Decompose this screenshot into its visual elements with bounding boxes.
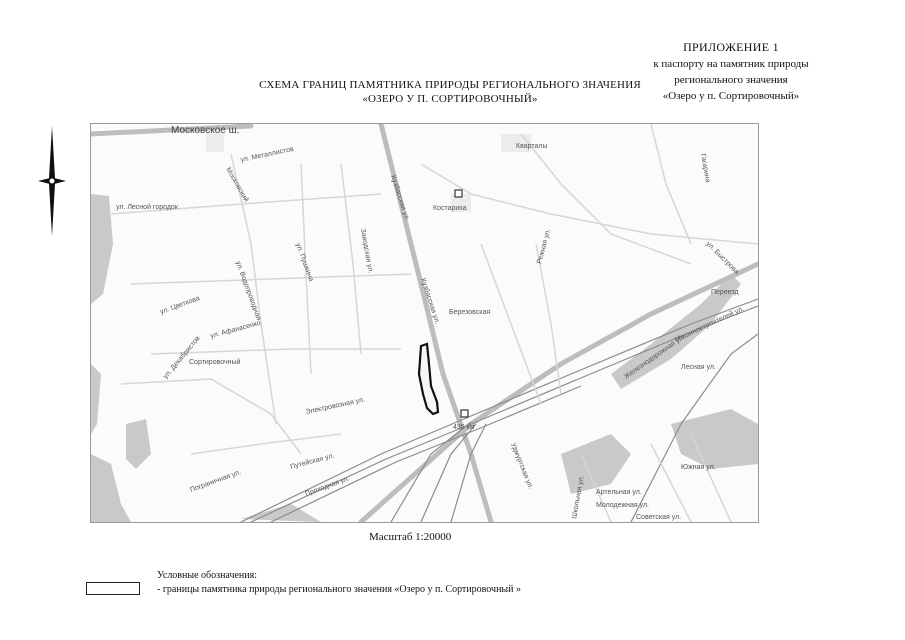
label-shkolnaya: Школьная ул. <box>571 474 586 520</box>
station-435km-icon <box>461 410 468 417</box>
station-kostarikha-icon <box>455 190 462 197</box>
map-major-roads <box>91 124 758 522</box>
legend-boundary-swatch <box>86 582 140 595</box>
label-mashinostroiteley: Машиностроителей ул. <box>673 305 746 344</box>
label-sortirovochny: Сортировочный <box>189 359 241 366</box>
appendix-line-2: регионального значения <box>674 74 788 86</box>
map-area <box>90 123 759 523</box>
map-svg <box>91 124 758 522</box>
appendix-line-3: «Озеро у п. Сортировочный» <box>662 90 800 102</box>
label-artelnaya: Артельная ул. <box>596 489 642 496</box>
label-udmurtskaya: Удмуртская ул. <box>509 442 534 491</box>
label-tsvetkova: ул. Цветкова <box>159 295 201 316</box>
label-berezovka: Березовская <box>449 309 491 316</box>
label-moskovskoe: Московское ш. <box>171 125 240 136</box>
label-rezhnaya: Режная ул. <box>536 228 553 265</box>
scheme-title <box>230 78 670 106</box>
label-moskovskiy: Московский <box>224 166 250 204</box>
label-lesnaya: Лесная ул. <box>681 364 716 371</box>
label-kuzbasskaya-1: Кузбасская ул. <box>389 174 411 222</box>
label-pereezd: Переезд <box>711 289 739 296</box>
label-kostarikha: Костариха <box>433 205 467 212</box>
label-elektrovoznaya: Электровозная ул. <box>304 396 366 416</box>
label-afanasenko: ул. Афанасенко <box>209 319 262 340</box>
label-metallistov: ул. Металлистов <box>239 145 295 164</box>
scheme-title-line-2: «ОЗЕРО У П. СОРТИРОВОЧНЫЙ» <box>362 93 538 105</box>
appendix-line-1: к паспорту на памятник природы <box>653 58 809 70</box>
label-yuzhnaya: Южная ул. <box>681 464 716 471</box>
label-pushkina: ул. Пушкина <box>294 242 315 283</box>
label-pogranichnaya: Пограничная ул. <box>189 468 243 494</box>
label-bystrova: ул. Быстрова <box>704 240 740 276</box>
north-arrow-icon <box>34 126 70 236</box>
label-435km: 435 км <box>453 424 475 431</box>
label-zheleznodorozhnaya: Железнодорожная ул. <box>623 333 687 381</box>
label-prohodnaya: Проходная ул. <box>304 475 351 498</box>
label-molodezhnaya: Молодежная ул. <box>596 502 650 509</box>
label-kvartal: Кварталы <box>516 143 548 150</box>
label-pereulok: ул. Лесной городок <box>116 204 178 211</box>
map-blocks <box>206 132 531 212</box>
label-kuzbasskaya-2: Кузбасская ул. <box>419 277 441 325</box>
appendix-title: ПРИЛОЖЕНИЕ 1 <box>683 40 779 54</box>
label-dekabristov: ул. Декабристов <box>162 335 202 381</box>
map-scale: Масштаб 1:20000 <box>369 531 452 543</box>
scheme-title-line-1: СХЕМА ГРАНИЦ ПАМЯТНИКА ПРИРОДЫ РЕГИОНАЛЬНОГО ЗНАЧЕНИЯ <box>259 79 641 91</box>
label-zavodskaya: Заводская ул. <box>359 228 374 274</box>
lake-boundary <box>419 344 438 414</box>
label-vodoprovodnaya: ул. Водопроводная <box>234 260 263 322</box>
label-gagarina: Гагарина <box>699 153 711 184</box>
label-sovetskaya: Советская ул. <box>636 514 682 521</box>
legend-title: Условные обозначения: <box>157 570 258 581</box>
legend-boundary-text: - границы памятника природы регионального значения «Озеро у п. Сортировочный » <box>157 584 522 595</box>
label-putejskaya: Путейская ул. <box>289 452 336 471</box>
